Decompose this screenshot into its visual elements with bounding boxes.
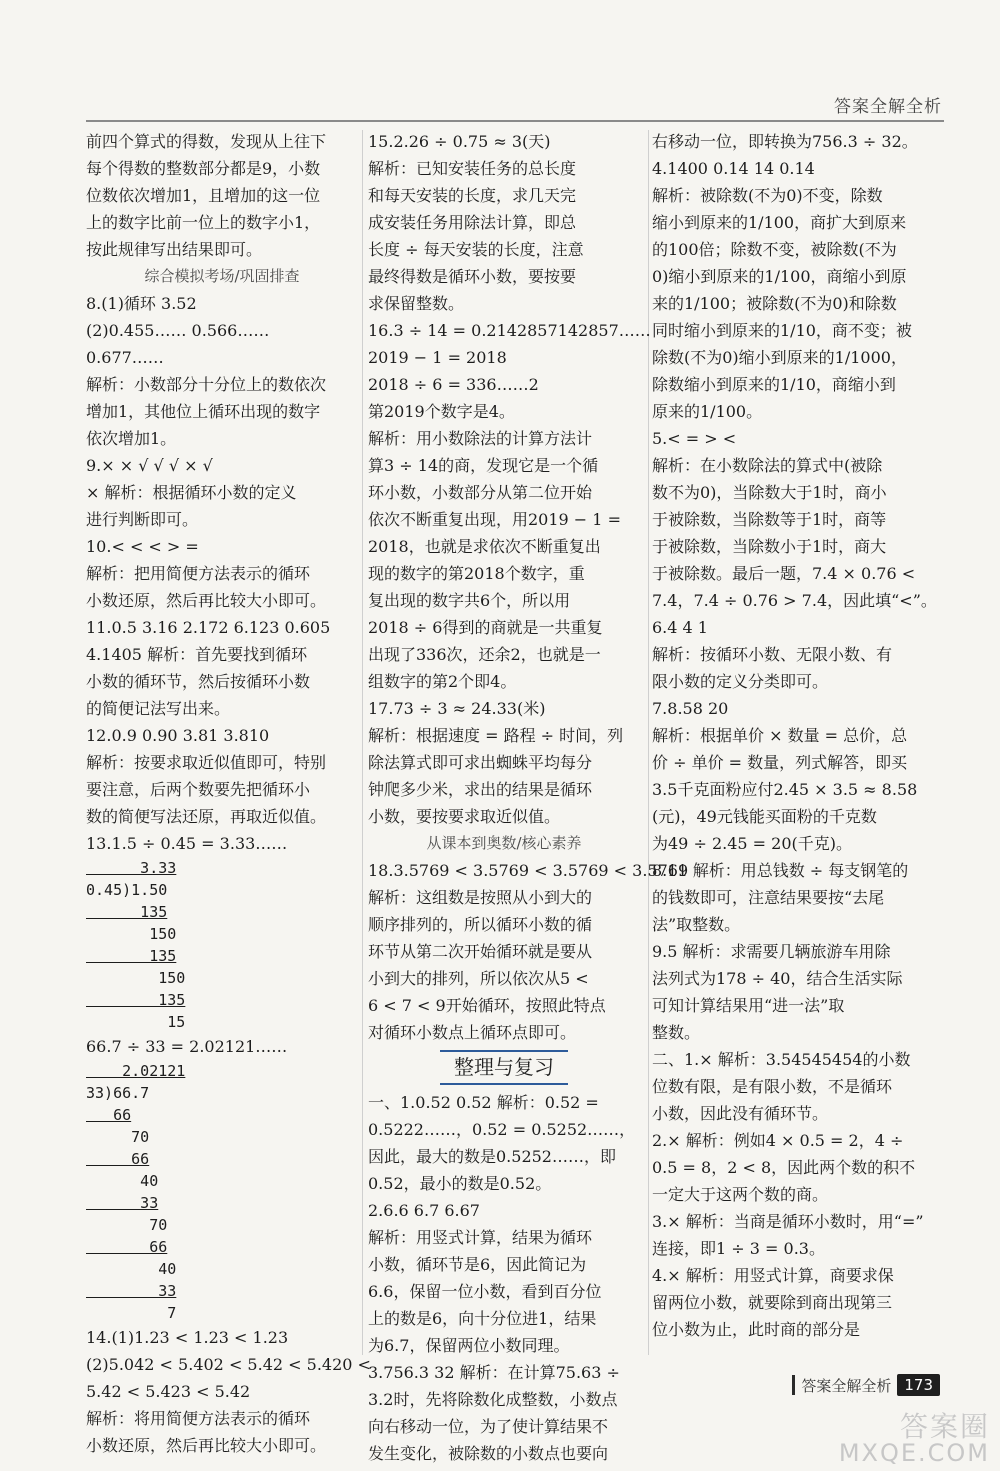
- text-line: 出现了336次，还余2，也就是一: [368, 645, 601, 664]
- text-line: 每个得数的整数部分都是9，小数: [86, 159, 321, 178]
- text-line: 现的数字的第2018个数字，重: [368, 564, 585, 583]
- text-line: 组数字的第2个即4。: [368, 672, 517, 691]
- text-line: 除数(不为0)缩小到原来的1/1000，: [652, 348, 907, 367]
- text-line: 增加1，其他位上循环出现的数字: [86, 402, 321, 421]
- text-line: 于被除数。最后一题，7.4 × 0.76 <: [652, 564, 916, 583]
- text-line: 8.11 解析：用总钱数 ÷ 每支钢笔的: [652, 861, 909, 880]
- text-line: 进行判断即可。: [86, 510, 199, 529]
- text-line: 位数有限，是有限小数，不是循环: [652, 1077, 893, 1096]
- text-line: 来的1/100；被除数(不为0)和除数: [652, 294, 897, 313]
- text-line: 解析：小数部分十分位上的数依次: [86, 375, 327, 394]
- text-line: 2018，也就是求依次不断重复出: [368, 537, 601, 556]
- division-row: 135: [86, 991, 186, 1009]
- text-line: 13.1.5 ÷ 0.45 = 3.33……: [86, 834, 288, 853]
- text-line: 6.4 4 1: [652, 618, 708, 637]
- text-line: 4.1405 解析：首先要找到循环: [86, 645, 308, 664]
- text-line: 解析：按要求取近似值即可，特别: [86, 753, 327, 772]
- text-line: 0.52，最小的数是0.52。: [368, 1174, 552, 1193]
- division-row: 3.33: [86, 859, 177, 877]
- text-line: 2.6.6 6.7 6.67: [368, 1201, 480, 1220]
- text-line: 求保留整数。: [368, 294, 465, 313]
- text-line: 解析：根据单价 × 数量 = 总价，总: [652, 726, 908, 745]
- text-line: 的钱数即可，注意结果要按“去尾: [652, 888, 885, 907]
- text-line: 于被除数，当除数等于1时，商等: [652, 510, 887, 529]
- chapter-heading: 整理与复习: [368, 1050, 640, 1085]
- division-row: 66: [86, 1150, 150, 1168]
- text-line: 二、1.× 解析：3.54545454的小数: [652, 1050, 911, 1069]
- text-line: 小到大的排列，所以依次从5 <: [368, 969, 589, 988]
- page-header: [0, 0, 1000, 120]
- text-line: 5.42 < 5.423 < 5.42: [86, 1382, 251, 1401]
- text-line: 的100倍；除数不变，被除数(不为: [652, 240, 897, 259]
- text-line: 上的数字比前一位上的数字小1，: [86, 213, 321, 232]
- section-heading: 从课本到奥数/核心素养: [426, 834, 582, 852]
- text-line: × 解析：根据循环小数的定义: [86, 483, 297, 502]
- text-line: 3.× 解析：当商是循环小数时，用“=”: [652, 1212, 924, 1231]
- text-line: 15.2.26 ÷ 0.75 ≈ 3(天): [368, 132, 551, 151]
- text-line: (2)5.042 < 5.402 < 5.42 < 5.420 <: [86, 1355, 371, 1374]
- text-line: 可知计算结果用“进一法”取: [652, 996, 845, 1015]
- text-line: 9.× × √ √ √ × √: [86, 456, 213, 475]
- text-line: 第2019个数字是4。: [368, 402, 515, 421]
- text-line: 环小数，小数部分从第二位开始: [368, 483, 593, 502]
- text-line: 除数缩小到原来的1/10，商缩小到: [652, 375, 896, 394]
- division-row: 33: [86, 1194, 159, 1212]
- text-line: 4.× 解析：用竖式计算，商要求保: [652, 1266, 894, 1285]
- text-line: 14.(1)1.23 < 1.23 < 1.23: [86, 1328, 289, 1347]
- text-line: 小数，要按要求取近似值。: [368, 807, 561, 826]
- division-row: 33)66.7: [86, 1084, 150, 1102]
- text-line: 4.1400 0.14 14 0.14: [652, 159, 815, 178]
- text-line: 一定大于这两个数的商。: [652, 1185, 829, 1204]
- text-line: 7.8.58 20: [652, 699, 729, 718]
- text-line: 同时缩小到原来的1/10，商不变；被: [652, 321, 912, 340]
- text-line: 为6.7，保留两位小数同理。: [368, 1336, 570, 1355]
- text-line: 解析：用小数除法的计算方法计: [368, 429, 593, 448]
- text-line: 解析：在小数除法的算式中(被除: [652, 456, 883, 475]
- division-2-equation: 66.7 ÷ 33 = 2.02121……: [86, 1037, 288, 1056]
- division-row: 66: [86, 1106, 132, 1124]
- text-line: 右移动一位，即转换为756.3 ÷ 32。: [652, 132, 918, 151]
- text-line: 小数，循环节是6，因此简记为: [368, 1255, 587, 1274]
- text-line: 16.3 ÷ 14 = 0.2142857142857……: [368, 321, 651, 340]
- watermark-text: 答案圈: [899, 1410, 990, 1443]
- text-line: 上的数是6，向十分位进1，结果: [368, 1309, 597, 1328]
- text-line: 复出现的数字共6个，所以用: [368, 591, 571, 610]
- long-division-1: [86, 857, 358, 1033]
- text-line: 8.(1)循环 3.52: [86, 294, 197, 313]
- text-line: 解析：这组数是按照从小到大的: [368, 888, 593, 907]
- text-line: 数不为0)，当除数大于1时，商小: [652, 483, 887, 502]
- division-row: 150: [86, 969, 186, 987]
- text-line: 除法算式即可求出蜘蛛平均每分: [368, 753, 593, 772]
- long-division-2: [86, 1060, 358, 1324]
- division-row: 66: [86, 1238, 168, 1256]
- division-row: 70: [86, 1216, 168, 1234]
- text-line: 11.0.5 3.16 2.172 6.123 0.605: [86, 618, 331, 637]
- text-line: 7.4，7.4 ÷ 0.76 > 7.4，因此填“<”。: [652, 591, 937, 610]
- text-line: 9.5 解析：求需要几辆旅游车用除: [652, 942, 891, 961]
- text-line: 18.3.5769 < 3.5769 < 3.5769 < 3.5769: [368, 861, 689, 880]
- text-line: 小数，因此没有循环节。: [652, 1104, 829, 1123]
- text-line: 为49 ÷ 2.45 = 20(千克)。: [652, 834, 852, 853]
- text-line: 算3 ÷ 14的商，发现它是一个循: [368, 456, 599, 475]
- watermark-url: MXQE.COM: [838, 1439, 990, 1467]
- division-row: 135: [86, 903, 168, 921]
- text-line: 0.5 = 8，2 < 8，因此两个数的积不: [652, 1158, 916, 1177]
- text-line: 法列式为178 ÷ 40，结合生活实际: [652, 969, 903, 988]
- text-line: 缩小到原来的1/100，商扩大到原来: [652, 213, 907, 232]
- text-line: 依次增加1。: [86, 429, 177, 448]
- text-line: 的简便记法写出来。: [86, 699, 231, 718]
- division-row: 7: [86, 1304, 177, 1322]
- column-right-text: [652, 128, 944, 1343]
- division-row: 15: [86, 1013, 186, 1031]
- text-line: 数的简便写法还原，再取近似值。: [86, 807, 327, 826]
- text-line: 环节从第二次开始循环就是要从: [368, 942, 593, 961]
- text-line: 小数还原，然后再比较大小即可。: [86, 591, 327, 610]
- text-line: 2019 − 1 = 2018: [368, 348, 507, 367]
- text-line: 位数依次增加1，且增加的这一位: [86, 186, 321, 205]
- text-line: 解析：用竖式计算，结果为循环: [368, 1228, 593, 1247]
- text-line: 解析：将用简便方法表示的循环: [86, 1409, 311, 1428]
- text-line: 对循环小数点上循环点即可。: [368, 1023, 577, 1042]
- division-row: 40: [86, 1260, 177, 1278]
- text-line: 2018 ÷ 6 = 336……2: [368, 375, 539, 394]
- column-left: [86, 128, 371, 1455]
- text-line: 10.< < < > =: [86, 537, 199, 556]
- text-line: 位小数为止，此时商的部分是: [652, 1320, 861, 1339]
- column-left-text: [86, 128, 358, 857]
- division-row: 135: [86, 947, 177, 965]
- division-row: 70: [86, 1128, 150, 1146]
- text-line: 解析：已知安装任务的总长度: [368, 159, 577, 178]
- text-line: 3.756.3 32 解析：在计算75.63 ÷: [368, 1363, 620, 1382]
- site-watermark: [780, 1405, 990, 1465]
- page-footer: [792, 1372, 940, 1398]
- text-line: 2.× 解析：例如4 × 0.5 = 2，4 ÷: [652, 1131, 904, 1150]
- division-row: 40: [86, 1172, 159, 1190]
- text-line: 法”取整数。: [652, 915, 741, 934]
- text-line: 和每天安装的长度，求几天完: [368, 186, 577, 205]
- text-line: 解析：根据速度 = 路程 ÷ 时间，列: [368, 726, 624, 745]
- text-line: 解析：把用简便方法表示的循环: [86, 564, 311, 583]
- footer-bar: [792, 1375, 795, 1395]
- text-line: (元)，49元钱能买面粉的千克数: [652, 807, 877, 826]
- text-line: 6.6，保留一位小数，看到百分位: [368, 1282, 602, 1301]
- footer-title: 答案全解全析: [801, 1376, 892, 1395]
- text-line: 5.< = > <: [652, 429, 737, 448]
- text-line: 一、1.0.52 0.52 解析：0.52 =: [368, 1093, 599, 1112]
- text-line: 0.677……: [86, 348, 164, 367]
- text-line: 留两位小数，就要除到商出现第三: [652, 1293, 893, 1312]
- text-line: 按此规律写出结果即可。: [86, 240, 263, 259]
- text-line: 长度 ÷ 每天安装的长度，注意: [368, 240, 584, 259]
- text-line: 依次不断重复出现，用2019 − 1 =: [368, 510, 621, 529]
- text-line: 12.0.9 0.90 3.81 3.810: [86, 726, 270, 745]
- text-line: 成安装任务用除法计算，即总: [368, 213, 577, 232]
- division-row: 33: [86, 1282, 177, 1300]
- text-line: 0.5222……，0.52 = 0.5252……，: [368, 1120, 636, 1139]
- text-line: 要注意，后两个数要先把循环小: [86, 780, 311, 799]
- text-line: 3.5千克面粉应付2.45 × 3.5 ≈ 8.58: [652, 780, 918, 799]
- text-line: 小数还原，然后再比较大小即可。: [86, 1436, 327, 1455]
- division-row: 0.45)1.50: [86, 881, 168, 899]
- text-line: 解析：被除数(不为0)不变，除数: [652, 186, 883, 205]
- text-line: 3.2时，先将除数化成整数，小数点: [368, 1390, 618, 1409]
- text-line: 顺序排列的，所以循环小数的循: [368, 915, 593, 934]
- text-line: 发生变化，被除数的小数点也要向: [368, 1444, 609, 1463]
- text-line: 价 ÷ 单价 = 数量，列式解答，即买: [652, 753, 908, 772]
- text-line: 前四个算式的得数，发现从上往下: [86, 132, 327, 151]
- column-right: [652, 128, 944, 1368]
- header-title: 答案全解全析: [834, 97, 942, 117]
- column-left-tail: [86, 1324, 371, 1459]
- text-line: 小数的循环节，然后按循环小数: [86, 672, 311, 691]
- text-line: 限小数的定义分类即可。: [652, 672, 829, 691]
- text-line: 解析：按循环小数、无限小数、有: [652, 645, 893, 664]
- text-line: 向右移动一位，为了使计算结果不: [368, 1417, 609, 1436]
- text-line: 整数。: [652, 1023, 701, 1042]
- text-line: 于被除数，当除数小于1时，商大: [652, 537, 887, 556]
- header-rule: [86, 120, 944, 122]
- page-number: 173: [897, 1374, 940, 1396]
- text-line: 钟爬多少米，求出的结果是循环: [368, 780, 593, 799]
- text-line: 原来的1/100。: [652, 402, 763, 421]
- text-line: 2018 ÷ 6得到的商就是一共重复: [368, 618, 603, 637]
- text-line: 17.73 ÷ 3 ≈ 24.33(米): [368, 699, 546, 718]
- text-line: 6 < 7 < 9开始循环，按照此特点: [368, 996, 606, 1015]
- text-line: 连接，即1 ÷ 3 = 0.3。: [652, 1239, 825, 1258]
- division-row: 2.02121: [86, 1062, 186, 1080]
- text-line: 最终得数是循环小数，要按要: [368, 267, 577, 286]
- text-line: 0)缩小到原来的1/100，商缩小到原: [652, 267, 907, 286]
- text-line: (2)0.455…… 0.566……: [86, 321, 270, 340]
- division-row: 150: [86, 925, 177, 943]
- text-line: 因此，最大的数是0.5252……，即: [368, 1147, 616, 1166]
- section-heading: 综合模拟考场/巩固排查: [144, 267, 300, 285]
